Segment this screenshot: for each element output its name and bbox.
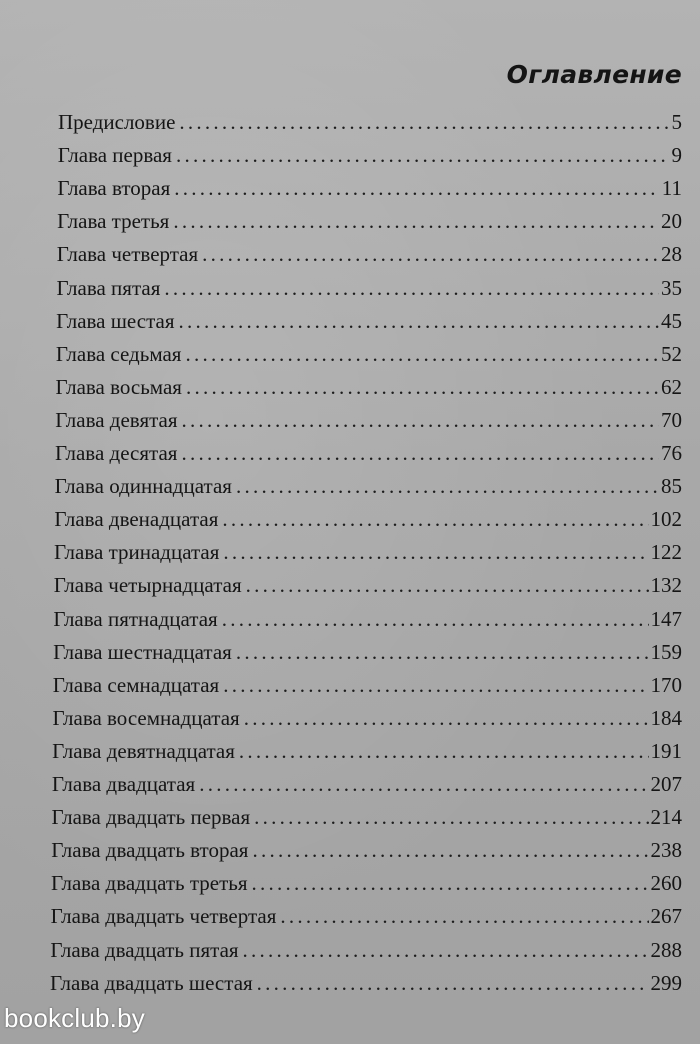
toc-entry-title: Глава двадцать третья xyxy=(50,871,248,896)
toc-entry-page: 214 xyxy=(650,805,682,830)
toc-entry-page: 85 xyxy=(661,474,682,499)
dot-leader xyxy=(222,507,648,532)
dot-leader xyxy=(199,772,648,797)
toc-entry xyxy=(57,242,682,274)
dot-leader xyxy=(252,838,648,863)
toc-entry xyxy=(55,408,682,440)
watermark: bookclub.by xyxy=(4,1003,145,1033)
dot-leader xyxy=(176,143,670,168)
dot-leader xyxy=(181,441,659,466)
toc-entry xyxy=(52,739,682,771)
dot-leader xyxy=(186,375,659,400)
toc-entry-page: 52 xyxy=(661,341,682,366)
toc-heading: Оглавление xyxy=(506,60,682,89)
toc-entry xyxy=(51,871,682,903)
toc-entry-title: Глава двадцать пятая xyxy=(50,937,239,962)
dot-leader xyxy=(280,904,648,929)
toc-entry-title: Глава восемнадцатая xyxy=(52,705,240,730)
toc-entry xyxy=(58,143,682,175)
toc-entry xyxy=(50,971,682,1003)
toc-entry xyxy=(56,276,682,308)
dot-leader xyxy=(185,342,659,367)
toc-entry-page: 62 xyxy=(661,374,682,399)
toc-entry-page: 70 xyxy=(661,407,682,432)
toc-entry-page: 9 xyxy=(671,143,682,168)
dot-leader xyxy=(236,474,659,499)
toc-entry-page: 207 xyxy=(650,772,682,796)
toc-entry-title: Глава пятнадцатая xyxy=(53,606,218,631)
toc-entry xyxy=(57,176,682,208)
toc-entry-page: 11 xyxy=(661,176,682,201)
toc-entry xyxy=(57,209,682,241)
toc-entry-title: Глава четырнадцатая xyxy=(53,573,242,598)
toc-entry-title: Глава шестнадцатая xyxy=(53,639,232,664)
toc-entry-page: 28 xyxy=(661,242,682,267)
toc-entry-title: Глава двенадцатая xyxy=(54,507,219,532)
toc-entry xyxy=(54,507,682,539)
toc-entry xyxy=(55,474,682,506)
toc-entry-page: 267 xyxy=(650,904,682,929)
toc-entry-title: Глава одиннадцатая xyxy=(54,474,232,499)
toc-entry-title: Глава двадцать шестая xyxy=(50,970,253,995)
dot-leader xyxy=(244,706,649,731)
toc-entry-page: 159 xyxy=(650,639,682,664)
toc-entry-title: Глава четвертая xyxy=(56,242,199,267)
dot-leader xyxy=(182,408,659,433)
toc-entry-page: 122 xyxy=(650,540,682,565)
toc-entry xyxy=(58,110,682,142)
toc-entry-title: Глава двадцать вторая xyxy=(51,838,249,863)
toc-entry-title: Глава семнадцатая xyxy=(52,672,220,697)
toc-entry-page: 76 xyxy=(661,441,682,465)
toc-entry-title: Глава девятнадцатая xyxy=(52,738,235,763)
toc-entry xyxy=(55,441,682,473)
dot-leader xyxy=(223,673,648,698)
toc-entry xyxy=(53,607,682,639)
toc-entry-title: Глава вторая xyxy=(57,176,171,201)
dot-leader xyxy=(173,209,659,234)
toc-entry-title: Глава девятая xyxy=(55,407,178,432)
dot-leader xyxy=(254,805,648,830)
dot-leader xyxy=(252,871,649,896)
toc-entry-title: Глава седьмая xyxy=(55,341,182,366)
toc-entry-title: Глава двадцать четвертая xyxy=(50,904,277,929)
toc-entry-title: Глава тринадцатая xyxy=(54,540,220,565)
dot-leader xyxy=(179,110,669,135)
toc-entry xyxy=(53,640,682,672)
toc-entry-page: 5 xyxy=(671,110,682,134)
toc-entry-page: 45 xyxy=(661,308,682,333)
dot-leader xyxy=(174,176,660,201)
dot-leader xyxy=(257,971,649,996)
dot-leader xyxy=(202,242,659,267)
toc-entry-title: Глава пятая xyxy=(56,275,161,300)
toc-entry-page: 147 xyxy=(650,606,682,631)
toc-entry xyxy=(53,673,682,705)
toc-entry-page: 288 xyxy=(650,937,682,962)
toc-entry xyxy=(56,342,682,374)
toc-entry-title: Предисловие xyxy=(58,110,176,134)
toc-entry-title: Глава двадцать первая xyxy=(51,805,251,830)
dot-leader xyxy=(222,607,649,632)
toc-entry-title: Глава двадцатая xyxy=(51,772,196,796)
toc-entry xyxy=(54,573,682,605)
dot-leader xyxy=(243,938,649,963)
toc-entry-title: Глава шестая xyxy=(56,308,175,333)
toc-entry xyxy=(56,375,682,407)
toc-entry-title: Глава третья xyxy=(57,209,170,234)
toc-entry xyxy=(51,904,682,936)
toc-entry-title: Глава первая xyxy=(57,143,172,168)
toc-entry-page: 260 xyxy=(650,871,682,896)
dot-leader xyxy=(246,573,649,598)
toc-entry-page: 102 xyxy=(650,507,682,532)
dot-leader xyxy=(223,540,648,565)
dot-leader xyxy=(239,739,649,764)
toc-entry-title: Глава восьмая xyxy=(55,374,182,399)
toc-entry-page: 299 xyxy=(650,970,682,995)
dot-leader xyxy=(236,640,649,665)
toc-entry-page: 20 xyxy=(661,209,682,234)
toc-entry xyxy=(54,540,682,572)
dot-leader xyxy=(164,276,659,301)
toc-entry-page: 238 xyxy=(650,838,682,863)
toc-entry-page: 35 xyxy=(661,275,682,300)
toc-entry xyxy=(52,706,682,738)
dot-leader xyxy=(178,309,659,334)
toc-entry xyxy=(56,309,682,341)
toc-entry-title: Глава десятая xyxy=(54,441,178,465)
toc-entry-page: 132 xyxy=(650,573,682,598)
toc-entry-page: 184 xyxy=(650,705,682,730)
toc-entry xyxy=(51,838,682,870)
toc-entry-page: 191 xyxy=(650,738,682,763)
toc-entry xyxy=(50,938,682,970)
toc-entry xyxy=(52,805,682,837)
toc-entry xyxy=(52,772,682,804)
toc-entry-page: 170 xyxy=(650,672,682,697)
